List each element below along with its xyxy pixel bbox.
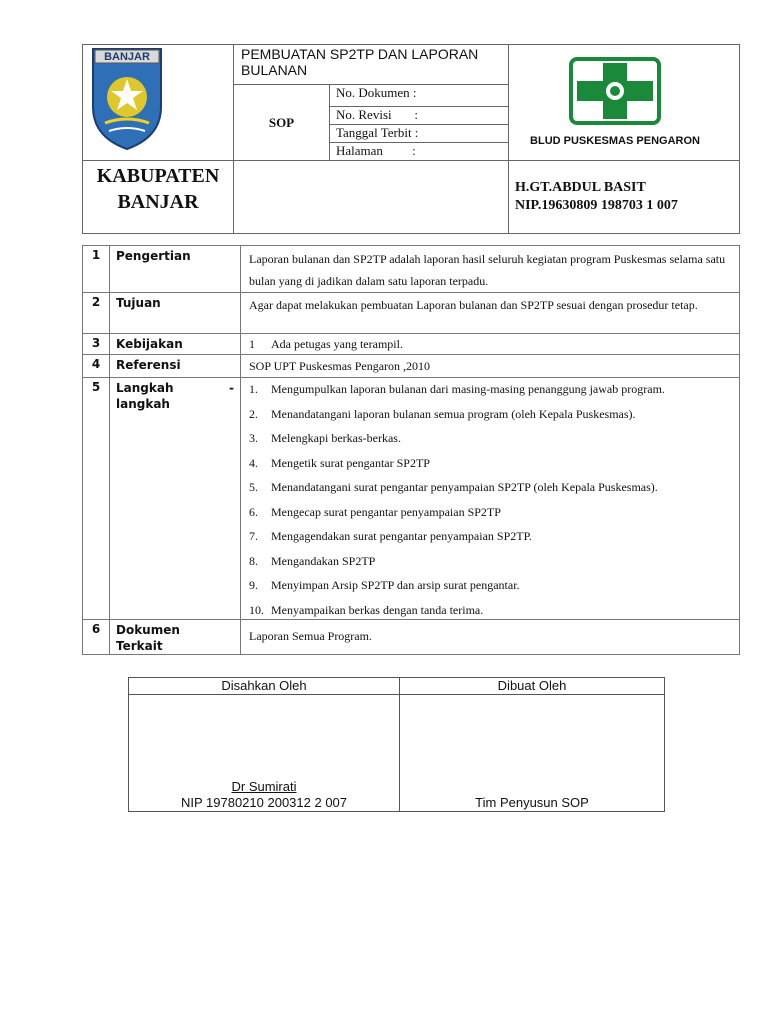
section-label-line-1: Langkah [116, 381, 174, 395]
approver-name: Dr Sumirati [231, 779, 297, 794]
banjar-emblem-icon [83, 45, 233, 155]
section-label-line-2: langkah [116, 397, 170, 411]
signer-name: H.GT.ABDUL BASIT [515, 180, 646, 195]
list-item [249, 378, 731, 403]
section-label-dash: - [229, 381, 234, 395]
section-label-line-2: Terkait [116, 638, 163, 653]
step-number: 10. [249, 602, 264, 617]
steps-cell [241, 378, 740, 620]
section-label [110, 378, 241, 620]
region-line-1: KABUPATEN [96, 165, 220, 187]
list-item [249, 550, 731, 575]
preparer-cell [400, 695, 665, 812]
section-number: 5 [83, 378, 110, 620]
list-item [249, 476, 731, 501]
section-number: 1 [83, 246, 110, 293]
list-item [249, 525, 731, 550]
step-number: 9. [249, 578, 258, 592]
approval-table [128, 677, 665, 812]
step-text: Menyampaikan berkas dengan tanda terima. [271, 602, 484, 617]
section-row [83, 246, 740, 293]
section-number: 4 [83, 355, 110, 378]
puskesmas-logo-cell [509, 45, 740, 161]
region-name [83, 161, 234, 234]
puskesmas-logo-text: BLUD PUSKESMAS PENGARON [530, 135, 700, 147]
step-number: 7. [249, 529, 258, 543]
section-label-line-1: Dokumen [116, 622, 180, 637]
emblem-label: BANJAR [104, 51, 150, 63]
step-number: 1. [249, 382, 258, 396]
step-number: 4. [249, 455, 258, 470]
sop-content-table [82, 245, 740, 655]
section-row [83, 293, 740, 334]
list-item [249, 452, 731, 477]
meta-issue-date: Tanggal Terbit : [330, 125, 509, 143]
preparer-name: Tim Penyusun SOP [475, 795, 589, 810]
step-text: Menandatangani surat pengantar penyampaian SP2TP (oleh Kepala Puskesmas). [271, 480, 658, 494]
blank-cell [234, 161, 509, 234]
section-label [110, 619, 241, 654]
policy-item-text: Ada petugas yang terampil. [271, 337, 403, 351]
section-row [83, 334, 740, 355]
section-number: 6 [83, 619, 110, 654]
step-text: Menyimpan Arsip SP2TP dan arsip surat pengantar. [271, 578, 520, 592]
step-number: 8. [249, 553, 258, 568]
section-number: 3 [83, 334, 110, 355]
section-label: Pengertian [110, 246, 241, 293]
list-item [249, 599, 731, 619]
meta-revision: No. Revisi : [330, 107, 509, 125]
section-text: SOP UPT Puskesmas Pengaron ,2010 [241, 355, 740, 378]
signer-nip: NIP.19630809 198703 1 007 [515, 198, 678, 213]
section-label: Kebijakan [110, 334, 241, 355]
step-text: Mengecap surat pengantar penyampaian SP2TP [271, 504, 501, 519]
meta-document-number: No. Dokumen : [330, 85, 509, 107]
region-line-2: BANJAR [117, 191, 199, 213]
policy-item-number: 1 [249, 337, 255, 351]
section-row [83, 355, 740, 378]
list-item [249, 574, 731, 599]
step-text: Melengkapi berkas-berkas. [271, 431, 401, 445]
step-text: Mengumpulkan laporan bulanan dari masing-masing penanggung jawab program. [271, 382, 665, 396]
step-text: Mengagendakan surat pengantar penyampaian SP2TP. [271, 529, 532, 543]
approver-nip: NIP 19780210 200312 2 007 [180, 795, 348, 810]
section-label: Referensi [110, 355, 241, 378]
section-row [83, 619, 740, 654]
meta-page: Halaman : [330, 143, 509, 161]
section-text: Laporan bulanan dan SP2TP adalah laporan hasil seluruh kegiatan program Puskesmas selama satu bulan yang di jadikan dalam satu laporan terpadu. [241, 246, 740, 293]
list-item [249, 403, 731, 428]
document-title: PEMBUATAN SP2TP DAN LAPORAN BULANAN [234, 45, 509, 85]
sop-header-table [82, 44, 740, 234]
section-text: Agar dapat melakukan pembuatan Laporan bulanan dan SP2TP sesuai dengan prosedur tetap. [241, 293, 740, 334]
puskesmas-logo-icon [509, 45, 739, 155]
section-text [241, 334, 740, 355]
step-number: 3. [249, 431, 258, 445]
section-number: 2 [83, 293, 110, 334]
step-text: Menandatangani laporan bulanan semua program (oleh Kepala Puskesmas). [271, 406, 636, 421]
prepared-by-header: Dibuat Oleh [400, 678, 665, 695]
step-number: 5. [249, 480, 258, 494]
step-number: 2. [249, 406, 258, 421]
emblem-cell [83, 45, 234, 161]
doc-type-label: SOP [234, 85, 330, 161]
section-row [83, 378, 740, 620]
approver-cell [129, 695, 400, 812]
list-item [249, 427, 731, 452]
step-text: Mengetik surat pengantar SP2TP [271, 455, 430, 470]
list-item [249, 501, 731, 526]
section-label: Tujuan [110, 293, 241, 334]
step-text: Mengandakan SP2TP [271, 553, 376, 568]
steps-list [249, 378, 731, 619]
step-number: 6. [249, 504, 258, 519]
section-text: Laporan Semua Program. [241, 619, 740, 654]
approved-by-header: Disahkan Oleh [129, 678, 400, 695]
signer-cell [509, 161, 740, 234]
